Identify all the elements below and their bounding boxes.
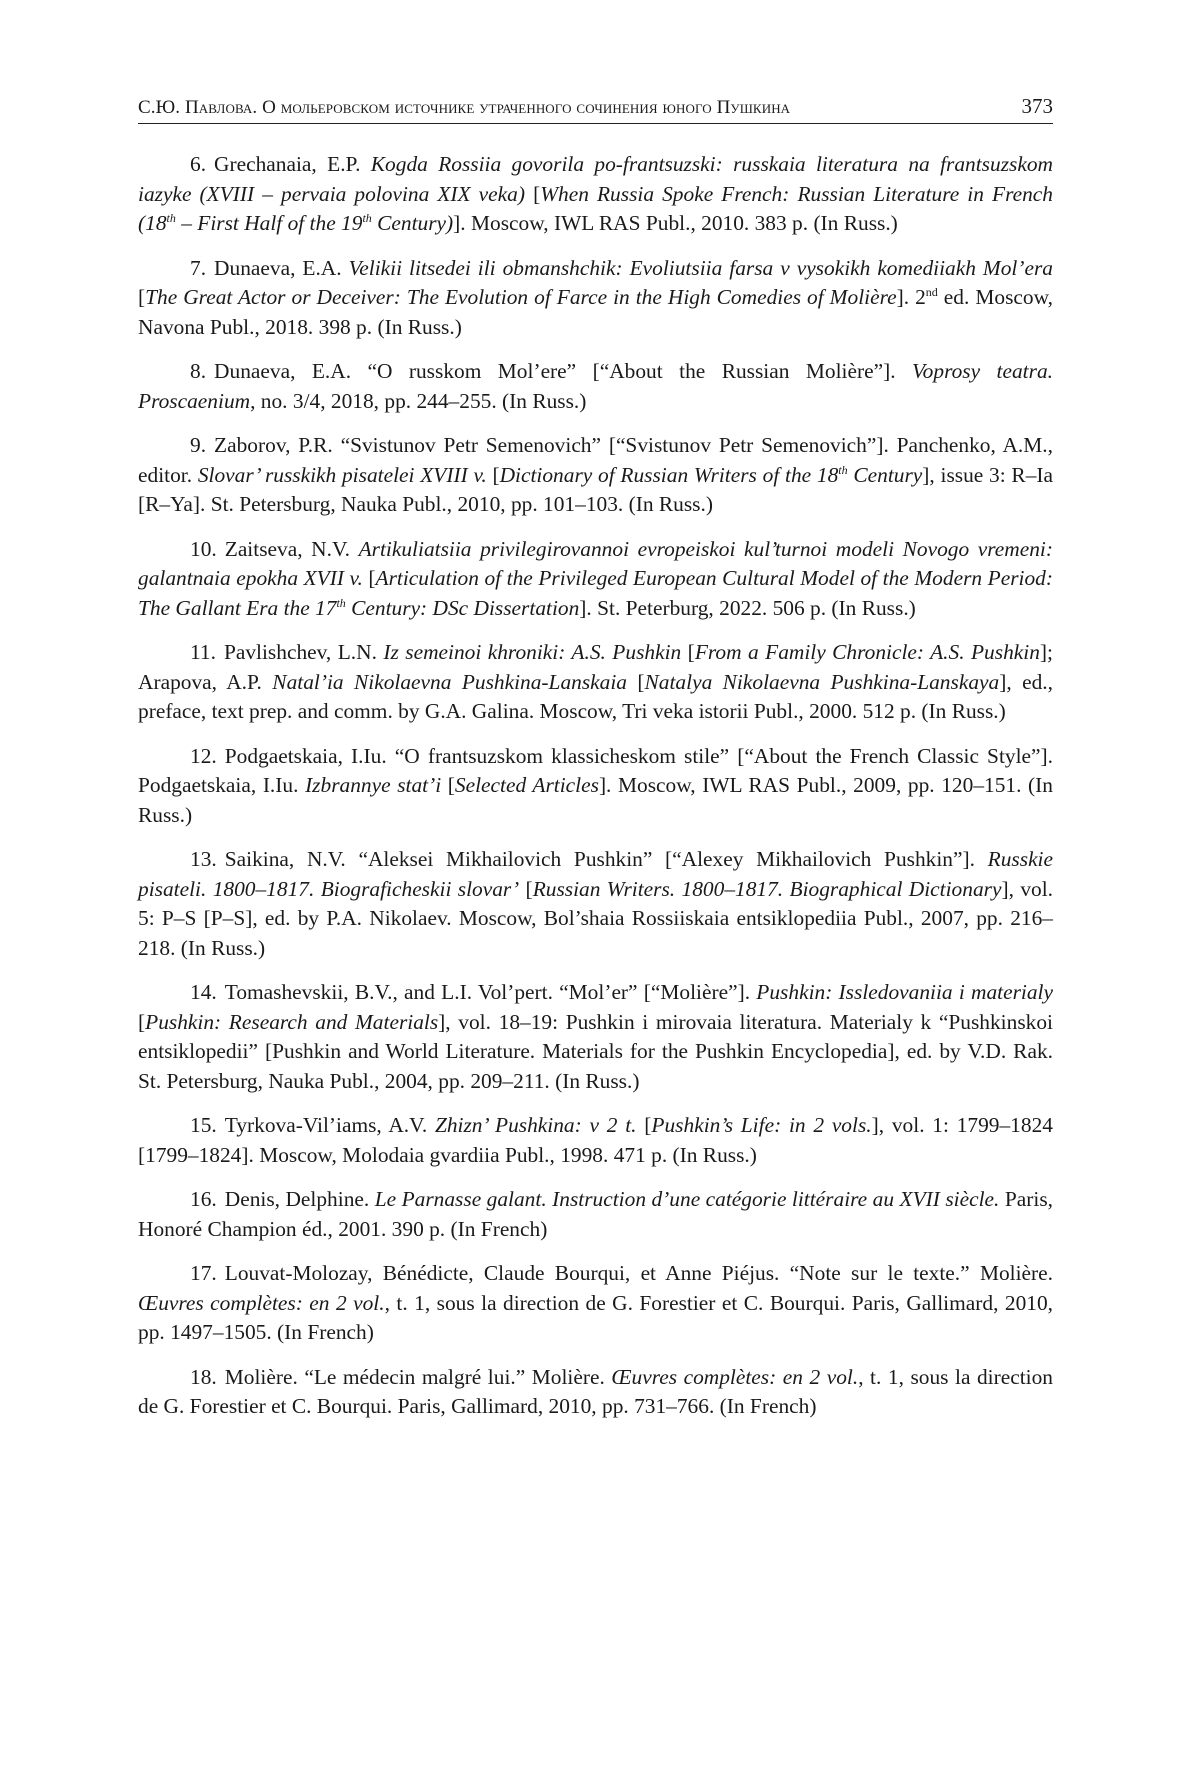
reference-title-text: Iz semeinoi khroniki: A.S. Pushkin — [383, 640, 682, 664]
reference-title-text: Izbrannye stat’i — [305, 773, 442, 797]
reference-entry — [138, 431, 1053, 520]
reference-entry — [138, 1259, 1053, 1348]
reference-number: 11. — [190, 640, 216, 664]
reference-entry — [138, 742, 1053, 831]
reference-text: Denis, Delphine. — [224, 1187, 375, 1211]
reference-entry — [138, 978, 1053, 1096]
running-header — [138, 86, 1053, 124]
reference-text: , no. 3/4, 2018, pp. 244–255. (In Russ.) — [250, 388, 587, 413]
reference-text: ]. St. Peterburg, 2022. 506 p. (In Russ.) — [579, 595, 916, 620]
page-number: 373 — [1021, 94, 1053, 118]
reference-list — [138, 150, 1053, 1437]
reference-text: [ — [681, 640, 695, 664]
reference-title-text: Le Parnasse galant. Instruction d’une catégorie littéraire au XVII siècle. — [374, 1187, 1000, 1211]
reference-title-text: Century) — [371, 211, 454, 235]
running-title: С.Ю. Павлова. О мольеровском источнике утраченного сочинения юного Пушкина — [138, 97, 791, 118]
reference-text: [ — [138, 285, 146, 309]
reference-text: Zaitseva, N.V. — [224, 536, 359, 561]
reference-title-text: Kogda Rossiia govorila po-frantsuzski: russkaia literatura na frantsuzskom iazyke (XVIII – pervaia polovina XIX veka) — [138, 152, 1053, 206]
reference-entry — [138, 1363, 1053, 1422]
reference-text: nd — [925, 285, 938, 299]
reference-number: 12. — [190, 743, 217, 768]
reference-title-text: Selected Articles — [454, 773, 599, 797]
reference-title-text: Century: DSc Dissertation — [345, 595, 580, 620]
reference-entry — [138, 1185, 1053, 1244]
reference-text: Saikina, N.V. “Aleksei Mikhailovich Pushkin” [“Alexey Mikhailovich Pushkin”]. — [224, 847, 988, 871]
reference-title-text: th — [336, 595, 346, 610]
reference-text: ]. 2 — [896, 285, 926, 309]
reference-title-text: Century — [847, 462, 923, 487]
reference-title-text: Dictionary of Russian Writers of the 18 — [499, 462, 839, 487]
reference-title-text: Œuvres complètes: en 2 vol. — [138, 1290, 385, 1315]
reference-text: [ — [486, 462, 500, 487]
reference-title-text: Artikuliatsiia privilegirovannoi evropeiskoi kul’turnoi modeli Novogo vremeni: galantnaia epokha XVII v. — [138, 536, 1053, 590]
reference-title-text: Œuvres complètes: en 2 vol. — [611, 1364, 859, 1389]
reference-title-text: th — [838, 462, 848, 477]
reference-title-text: Velikii litsedei ili obmanshchik: Evoliutsiia farsa v vysokikh komediiakh Mol’era — [348, 255, 1053, 280]
reference-text: [ — [362, 566, 376, 590]
reference-title-text: Slovar’ russkikh pisatelei XVIII v. — [197, 462, 487, 487]
reference-title-text: – First Half of the 19 — [175, 211, 363, 235]
reference-entry — [138, 254, 1053, 343]
reference-text: Pavlishchev, L.N. — [223, 640, 384, 664]
reference-text: Dunaeva, E.A. — [214, 255, 349, 280]
reference-title-text: Natal’ia Nikolaevna Pushkina-Lanskaia — [272, 669, 627, 694]
reference-text: Tomashevskii, B.V., and L.I. Vol’pert. “Mol’er” [“Molière”]. — [224, 980, 757, 1004]
reference-title-text: Natalya Nikolaevna Pushkina-Lanskaya — [644, 669, 1000, 694]
reference-text: ]. Moscow, IWL RAS Publ., 2009, pp. 120–151. (In Russ.) — [138, 773, 1053, 827]
reference-number: 10. — [190, 536, 217, 561]
reference-text: Grechanaia, E.P. — [214, 152, 371, 176]
reference-entry — [138, 357, 1053, 416]
reference-text: Molière. “Le médecin malgré lui.” Molière. — [224, 1364, 612, 1389]
reference-number: 7. — [190, 255, 207, 280]
reference-number: 15. — [190, 1113, 217, 1137]
reference-title-text: Pushkin: Issledovaniia i materialy — [756, 980, 1053, 1004]
reference-text: [ — [441, 773, 455, 797]
reference-number: 18. — [190, 1364, 217, 1389]
reference-entry — [138, 845, 1053, 963]
reference-text: ], ed., preface, text prep. and comm. by G.A. Galina. Moscow, Tri veka istorii Publ., 2000. 512 p. (In Russ.) — [138, 669, 1053, 723]
reference-entry — [138, 150, 1053, 239]
reference-entry — [138, 535, 1053, 624]
reference-title-text: From a Family Chronicle: A.S. Pushkin — [694, 640, 1040, 664]
reference-text: ], vol. 1: 1799–1824 [1799–1824]. Moscow, Molodaia gvardiia Publ., 1998. 471 p. (In Russ.) — [138, 1113, 1053, 1167]
reference-text: ], vol. 18–19: Pushkin i mirovaia literatura. Materialy k “Pushkinskoi entsiklopedii” [Pushkin and World Literature. Materials for the Pushkin Encyclopedia], ed. by V.D. Rak. St. Petersburg, Nauka Publ., 2004, pp. 209–211. (In Russ.) — [138, 1009, 1053, 1093]
reference-number: 6. — [190, 152, 207, 176]
reference-text: , t. 1, sous la direction de G. Forestier et C. Bourqui. Paris, Gallimard, 2010, pp. 1497–1505. (In French) — [138, 1290, 1054, 1344]
reference-title-text: Russkie pisateli. 1800–1817. Biograficheskii slovar’ — [138, 847, 1053, 901]
reference-text: ed. Moscow, Navona Publ., 2018. 398 p. (In Russ.) — [138, 285, 1053, 339]
reference-text: Louvat-Molozay, Bénédicte, Claude Bourqui, et Anne Piéjus. “Note sur le texte.” Molière. — [224, 1261, 1053, 1285]
reference-title-text: Pushkin: Research and Materials — [145, 1009, 439, 1034]
reference-text: [ — [138, 1009, 146, 1034]
reference-title-text: The Great Actor or Deceiver: The Evolution of Farce in the High Comedies of Molière — [145, 285, 897, 309]
reference-text: ]; Arapova, A.P. — [138, 640, 1053, 694]
reference-entry — [138, 1111, 1053, 1170]
reference-text: ], issue 3: R–Ia [R–Ya]. St. Petersburg, Nauka Publ., 2010, pp. 101–103. (In Russ.) — [138, 462, 1054, 516]
reference-text: Dunaeva, E.A. “O russkom Mol’ere” [“About the Russian Molière”]. — [214, 359, 912, 383]
reference-title-text: Pushkin’s Life: in 2 vols. — [651, 1113, 872, 1137]
reference-title-text: Voprosy teatra. Proscaenium — [138, 359, 1053, 413]
reference-text: Podgaetskaia, I.Iu. “O frantsuzskom klassicheskom stile” [“About the French Classic Style”]. Podgaetskaia, I.Iu. — [138, 743, 1053, 797]
reference-entry — [138, 638, 1053, 727]
reference-text: [ — [519, 876, 533, 901]
reference-title-text: th — [362, 211, 372, 225]
reference-title-text: When Russia Spoke French: Russian Literature in French (18 — [138, 181, 1053, 235]
reference-text: ], vol. 5: P–S [P–S], ed. by P.A. Nikolaev. Moscow, Bol’shaia Rossiiskaia entsiklopediia Publ., 2007, pp. 216–218. (In Russ.) — [138, 876, 1054, 960]
reference-text: [ — [636, 1113, 652, 1137]
reference-title-text: Zhizn’ Pushkina: v 2 t. — [434, 1113, 637, 1137]
reference-number: 14. — [190, 980, 217, 1004]
reference-number: 9. — [190, 433, 207, 457]
reference-text: , t. 1, sous la direction de G. Forestier et C. Bourqui. Paris, Gallimard, 2010, pp. 731–766. (In French) — [138, 1364, 1053, 1418]
reference-title-text: Russian Writers. 1800–1817. Biographical Dictionary — [532, 876, 1002, 901]
reference-number: 17. — [190, 1261, 217, 1285]
reference-title-text: th — [166, 211, 176, 225]
reference-title-text: Articulation of the Privileged European Cultural Model of the Modern Period: The Gallant Era the 17 — [138, 566, 1053, 620]
reference-text: Paris, Honoré Champion éd., 2001. 390 p. (In French) — [138, 1187, 1054, 1241]
reference-text: ]. Moscow, IWL RAS Publ., 2010. 383 p. (In Russ.) — [453, 211, 898, 235]
reference-text: [ — [525, 181, 541, 206]
reference-text: [ — [627, 669, 645, 694]
reference-number: 8. — [190, 359, 207, 383]
reference-text: Tyrkova-Vil’iams, A.V. — [224, 1113, 435, 1137]
reference-number: 16. — [190, 1187, 217, 1211]
reference-number: 13. — [190, 847, 217, 871]
reference-text: Zaborov, P.R. “Svistunov Petr Semenovich” [“Svistunov Petr Semenovich”]. Panchenko, A.M., editor. — [138, 433, 1053, 487]
